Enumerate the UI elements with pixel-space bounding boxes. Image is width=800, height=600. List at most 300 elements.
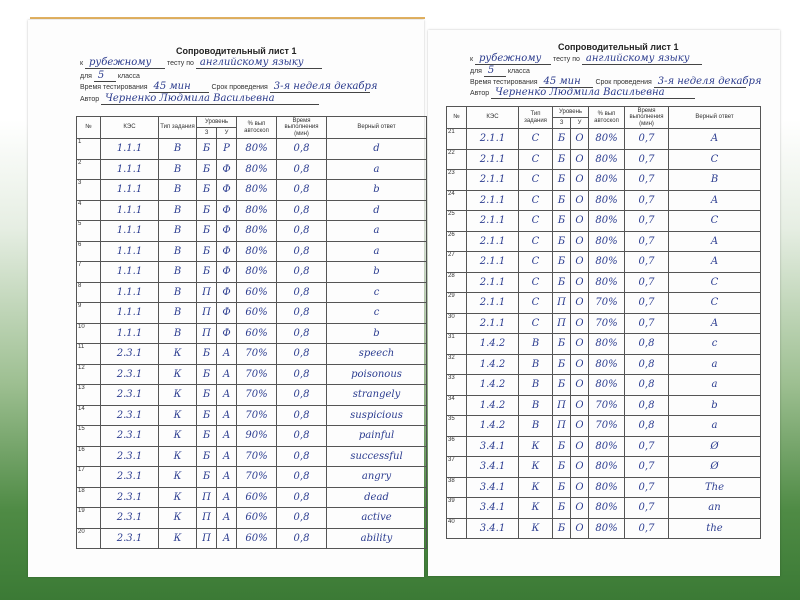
answer-cell: an bbox=[669, 498, 761, 519]
answer-cell: b bbox=[669, 395, 761, 416]
answer-cell: C bbox=[669, 272, 761, 293]
ces-cell: 2.1.1 bbox=[467, 293, 519, 314]
ces-cell: 2.1.1 bbox=[467, 211, 519, 232]
answer-cell: angry bbox=[327, 467, 427, 488]
answer-cell: The bbox=[669, 477, 761, 498]
time-cell: 0,8 bbox=[277, 426, 327, 447]
pct-cell: 70% bbox=[237, 446, 277, 467]
table-row bbox=[77, 323, 427, 344]
level-u-cell: О bbox=[571, 416, 589, 437]
row-number: 31 bbox=[447, 334, 467, 355]
pct-cell: 80% bbox=[237, 262, 277, 283]
answer-cell: c bbox=[327, 303, 427, 324]
ces-cell: 3.4.1 bbox=[467, 498, 519, 519]
cover-sheet-right bbox=[428, 30, 780, 576]
answer-cell: Ø bbox=[669, 457, 761, 478]
level-u-cell: А bbox=[217, 385, 237, 406]
table-row bbox=[77, 221, 427, 242]
time-cell: 0,8 bbox=[277, 200, 327, 221]
table-row bbox=[77, 426, 427, 447]
row-number: 19 bbox=[77, 508, 101, 529]
row-number: 23 bbox=[447, 170, 467, 191]
row-number: 17 bbox=[77, 467, 101, 488]
level-u-cell: О bbox=[571, 252, 589, 273]
level-z-cell: Б bbox=[553, 129, 571, 150]
answer-cell: A bbox=[669, 190, 761, 211]
ces-cell: 2.3.1 bbox=[101, 364, 159, 385]
row-number: 10 bbox=[77, 323, 101, 344]
level-u-cell: А bbox=[217, 508, 237, 529]
time-cell: 0,8 bbox=[277, 180, 327, 201]
table-row bbox=[447, 272, 761, 293]
answer-cell: a bbox=[669, 375, 761, 396]
ces-cell: 3.4.1 bbox=[467, 477, 519, 498]
type-cell: К bbox=[159, 508, 197, 529]
time-cell: 0,8 bbox=[277, 344, 327, 365]
pct-cell: 80% bbox=[237, 200, 277, 221]
pct-cell: 80% bbox=[589, 129, 625, 150]
pct-cell: 60% bbox=[237, 303, 277, 324]
row-number: 24 bbox=[447, 190, 467, 211]
type-cell: В bbox=[159, 159, 197, 180]
col-header-level-z: З bbox=[553, 118, 571, 129]
row-number: 1 bbox=[77, 139, 101, 160]
answer-cell: active bbox=[327, 508, 427, 529]
row-number: 26 bbox=[447, 231, 467, 252]
table-row bbox=[447, 231, 761, 252]
level-z-cell: П bbox=[197, 303, 217, 324]
table-row bbox=[447, 170, 761, 191]
level-u-cell: А bbox=[217, 426, 237, 447]
level-z-cell: П bbox=[197, 487, 217, 508]
time-cell: 0,8 bbox=[277, 467, 327, 488]
table-row bbox=[447, 375, 761, 396]
table-row bbox=[447, 457, 761, 478]
level-z-cell: Б bbox=[197, 262, 217, 283]
row-number: 39 bbox=[447, 498, 467, 519]
level-z-cell: Б bbox=[197, 241, 217, 262]
row-number: 35 bbox=[447, 416, 467, 437]
table-row bbox=[77, 508, 427, 529]
row-number: 33 bbox=[447, 375, 467, 396]
table-row bbox=[447, 149, 761, 170]
slide-accent-line bbox=[30, 17, 425, 19]
k-label: к bbox=[470, 56, 474, 63]
level-u-cell: О bbox=[571, 334, 589, 355]
level-u-cell: О bbox=[571, 211, 589, 232]
type-cell: В bbox=[519, 395, 553, 416]
grade-value: 5 bbox=[94, 70, 116, 82]
pct-cell: 80% bbox=[589, 149, 625, 170]
row-number: 37 bbox=[447, 457, 467, 478]
type-cell: К bbox=[519, 457, 553, 478]
level-u-cell: А bbox=[217, 446, 237, 467]
type-cell: К bbox=[159, 405, 197, 426]
period-label: Срок проведения bbox=[595, 79, 652, 86]
level-u-cell: О bbox=[571, 457, 589, 478]
cover-sheet-left bbox=[28, 20, 424, 577]
type-cell: К bbox=[519, 518, 553, 539]
time-cell: 0,8 bbox=[277, 139, 327, 160]
col-header-level-u: У bbox=[571, 118, 589, 129]
level-u-cell: А bbox=[217, 405, 237, 426]
level-z-cell: Б bbox=[197, 426, 217, 447]
class-label: класса bbox=[117, 73, 140, 80]
answer-cell: ability bbox=[327, 528, 427, 549]
test-label: тесту по bbox=[552, 56, 580, 63]
pct-cell: 70% bbox=[589, 313, 625, 334]
ces-cell: 1.1.1 bbox=[101, 180, 159, 201]
row-number: 5 bbox=[77, 221, 101, 242]
time-cell: 0,8 bbox=[277, 446, 327, 467]
level-u-cell: Ф bbox=[217, 323, 237, 344]
level-u-cell: О bbox=[571, 272, 589, 293]
time-value: 45 мин bbox=[539, 76, 593, 88]
time-cell: 0,8 bbox=[277, 303, 327, 324]
ces-cell: 2.1.1 bbox=[467, 149, 519, 170]
table-row bbox=[77, 467, 427, 488]
level-u-cell: Ф bbox=[217, 221, 237, 242]
level-z-cell: Б bbox=[197, 200, 217, 221]
subject-value: английскому языку bbox=[582, 53, 702, 65]
table-row bbox=[447, 293, 761, 314]
type-cell: К bbox=[159, 344, 197, 365]
ces-cell: 1.1.1 bbox=[101, 282, 159, 303]
level-z-cell: Б bbox=[197, 385, 217, 406]
table-row bbox=[447, 129, 761, 150]
table-row bbox=[77, 528, 427, 549]
table-row bbox=[447, 190, 761, 211]
level-z-cell: Б bbox=[553, 149, 571, 170]
time-cell: 0,8 bbox=[277, 528, 327, 549]
pct-cell: 80% bbox=[589, 457, 625, 478]
pct-cell: 80% bbox=[237, 180, 277, 201]
level-z-cell: Б bbox=[553, 518, 571, 539]
row-number: 13 bbox=[77, 385, 101, 406]
level-z-cell: Б bbox=[553, 272, 571, 293]
time-cell: 0,8 bbox=[277, 385, 327, 406]
pct-cell: 80% bbox=[589, 252, 625, 273]
ces-cell: 3.4.1 bbox=[467, 457, 519, 478]
level-u-cell: О bbox=[571, 293, 589, 314]
type-cell: К bbox=[519, 477, 553, 498]
ces-cell: 2.3.1 bbox=[101, 344, 159, 365]
ces-cell: 3.4.1 bbox=[467, 518, 519, 539]
ces-cell: 2.3.1 bbox=[101, 405, 159, 426]
level-u-cell: А bbox=[217, 364, 237, 385]
table-row bbox=[447, 313, 761, 334]
header-time-line bbox=[80, 81, 378, 93]
level-z-cell: П bbox=[197, 528, 217, 549]
k-label: к bbox=[80, 60, 84, 67]
time-cell: 0,8 bbox=[277, 405, 327, 426]
level-z-cell: Б bbox=[553, 498, 571, 519]
col-header-level: Уровень bbox=[197, 117, 237, 128]
period-value: 3-я неделя декабря bbox=[654, 76, 746, 88]
time-cell: 0,8 bbox=[625, 334, 669, 355]
tasks-table-left bbox=[76, 116, 427, 549]
answer-cell: strangely bbox=[327, 385, 427, 406]
answer-cell: A bbox=[669, 252, 761, 273]
time-cell: 0,7 bbox=[625, 498, 669, 519]
row-number: 40 bbox=[447, 518, 467, 539]
ces-cell: 1.4.2 bbox=[467, 416, 519, 437]
row-number: 30 bbox=[447, 313, 467, 334]
ces-cell: 1.1.1 bbox=[101, 241, 159, 262]
table-row bbox=[77, 344, 427, 365]
time-cell: 0,7 bbox=[625, 457, 669, 478]
time-cell: 0,7 bbox=[625, 129, 669, 150]
row-number: 7 bbox=[77, 262, 101, 283]
level-z-cell: Б bbox=[553, 477, 571, 498]
answer-cell: C bbox=[669, 149, 761, 170]
time-cell: 0,8 bbox=[277, 323, 327, 344]
answer-cell: B bbox=[669, 170, 761, 191]
ces-cell: 2.3.1 bbox=[101, 508, 159, 529]
type-cell: В bbox=[159, 262, 197, 283]
table-row bbox=[447, 395, 761, 416]
pct-cell: 60% bbox=[237, 282, 277, 303]
level-z-cell: Б bbox=[553, 334, 571, 355]
author-label: Автор bbox=[470, 90, 490, 97]
level-z-cell: Б bbox=[197, 159, 217, 180]
time-cell: 0,7 bbox=[625, 149, 669, 170]
col-header-num: № bbox=[447, 107, 467, 129]
pct-cell: 80% bbox=[589, 518, 625, 539]
test-label: тесту по bbox=[166, 60, 194, 67]
type-cell: В bbox=[159, 282, 197, 303]
type-cell: В bbox=[159, 303, 197, 324]
type-cell: С bbox=[519, 313, 553, 334]
level-z-cell: Б bbox=[197, 446, 217, 467]
type-cell: К bbox=[159, 364, 197, 385]
pct-cell: 80% bbox=[589, 498, 625, 519]
ces-cell: 2.3.1 bbox=[101, 487, 159, 508]
table-row bbox=[77, 303, 427, 324]
time-cell: 0,8 bbox=[625, 354, 669, 375]
pct-cell: 70% bbox=[589, 293, 625, 314]
row-number: 6 bbox=[77, 241, 101, 262]
answer-cell: a bbox=[327, 241, 427, 262]
pct-cell: 60% bbox=[237, 508, 277, 529]
pct-cell: 70% bbox=[237, 364, 277, 385]
answer-cell: A bbox=[669, 231, 761, 252]
ces-cell: 2.3.1 bbox=[101, 467, 159, 488]
author-label: Автор bbox=[80, 96, 100, 103]
time-cell: 0,7 bbox=[625, 252, 669, 273]
answer-cell: a bbox=[669, 354, 761, 375]
col-header-type: Тип задания bbox=[519, 107, 553, 129]
row-number: 38 bbox=[447, 477, 467, 498]
pct-cell: 80% bbox=[589, 436, 625, 457]
author-value: Черненко Людмила Васильевна bbox=[491, 87, 695, 99]
test-kind-value: рубежному bbox=[85, 57, 165, 69]
level-z-cell: Б bbox=[197, 364, 217, 385]
row-number: 29 bbox=[447, 293, 467, 314]
col-header-level-z: З bbox=[197, 128, 217, 139]
level-u-cell: Ф bbox=[217, 159, 237, 180]
col-header-pct: % вып автоскоп bbox=[589, 107, 625, 129]
answer-cell: c bbox=[669, 334, 761, 355]
level-z-cell: Б bbox=[553, 457, 571, 478]
col-header-answer: Верный ответ bbox=[327, 117, 427, 139]
level-z-cell: Б bbox=[553, 170, 571, 191]
row-number: 32 bbox=[447, 354, 467, 375]
level-z-cell: П bbox=[553, 416, 571, 437]
time-value: 45 мин bbox=[149, 81, 209, 93]
col-header-time: Время выполнения (мин) bbox=[277, 117, 327, 139]
time-cell: 0,8 bbox=[625, 375, 669, 396]
type-cell: К bbox=[519, 498, 553, 519]
author-value: Черненко Людмила Васильевна bbox=[101, 93, 319, 105]
time-cell: 0,7 bbox=[625, 436, 669, 457]
table-row bbox=[77, 487, 427, 508]
table-row bbox=[447, 416, 761, 437]
row-number: 15 bbox=[77, 426, 101, 447]
header-test-line bbox=[80, 57, 322, 69]
type-cell: В bbox=[159, 221, 197, 242]
ces-cell: 2.1.1 bbox=[467, 252, 519, 273]
level-u-cell: О bbox=[571, 129, 589, 150]
sheet-title: Сопроводительный лист 1 bbox=[558, 42, 679, 52]
answer-cell: C bbox=[669, 211, 761, 232]
col-header-ces: КЭС bbox=[101, 117, 159, 139]
time-label: Время тестирования bbox=[470, 79, 538, 86]
type-cell: В bbox=[159, 200, 197, 221]
level-z-cell: Б bbox=[197, 221, 217, 242]
level-z-cell: Б bbox=[553, 252, 571, 273]
table-row bbox=[77, 282, 427, 303]
time-cell: 0,7 bbox=[625, 170, 669, 191]
ces-cell: 2.1.1 bbox=[467, 170, 519, 191]
time-cell: 0,8 bbox=[277, 262, 327, 283]
level-u-cell: Р bbox=[217, 139, 237, 160]
pct-cell: 80% bbox=[237, 159, 277, 180]
type-cell: К bbox=[519, 436, 553, 457]
pct-cell: 80% bbox=[589, 375, 625, 396]
level-u-cell: О bbox=[571, 149, 589, 170]
row-number: 22 bbox=[447, 149, 467, 170]
table-row bbox=[77, 241, 427, 262]
time-cell: 0,7 bbox=[625, 518, 669, 539]
ces-cell: 2.1.1 bbox=[467, 231, 519, 252]
for-label: для bbox=[470, 68, 482, 75]
pct-cell: 80% bbox=[589, 477, 625, 498]
level-u-cell: Ф bbox=[217, 282, 237, 303]
table-body-left bbox=[77, 139, 427, 549]
type-cell: С bbox=[519, 129, 553, 150]
level-z-cell: П bbox=[197, 282, 217, 303]
class-label: класса bbox=[507, 68, 530, 75]
ces-cell: 2.1.1 bbox=[467, 129, 519, 150]
table-row bbox=[77, 385, 427, 406]
table-row bbox=[77, 262, 427, 283]
col-header-time: Время выполнения (мин) bbox=[625, 107, 669, 129]
type-cell: В bbox=[159, 139, 197, 160]
ces-cell: 2.1.1 bbox=[467, 272, 519, 293]
level-z-cell: Б bbox=[197, 139, 217, 160]
ces-cell: 2.1.1 bbox=[467, 313, 519, 334]
ces-cell: 3.4.1 bbox=[467, 436, 519, 457]
table-row bbox=[447, 477, 761, 498]
col-header-ces: КЭС bbox=[467, 107, 519, 129]
level-u-cell: А bbox=[217, 467, 237, 488]
ces-cell: 1.4.2 bbox=[467, 354, 519, 375]
level-u-cell: О bbox=[571, 436, 589, 457]
row-number: 25 bbox=[447, 211, 467, 232]
level-u-cell: О bbox=[571, 375, 589, 396]
answer-cell: d bbox=[327, 139, 427, 160]
answer-cell: poisonous bbox=[327, 364, 427, 385]
level-z-cell: Б bbox=[553, 354, 571, 375]
for-label: для bbox=[80, 73, 92, 80]
answer-cell: a bbox=[327, 221, 427, 242]
type-cell: В bbox=[519, 375, 553, 396]
row-number: 28 bbox=[447, 272, 467, 293]
table-body-right bbox=[447, 129, 761, 539]
table-row bbox=[77, 159, 427, 180]
level-u-cell: О bbox=[571, 170, 589, 191]
pct-cell: 70% bbox=[237, 405, 277, 426]
answer-cell: a bbox=[669, 416, 761, 437]
row-number: 36 bbox=[447, 436, 467, 457]
time-cell: 0,7 bbox=[625, 477, 669, 498]
row-number: 3 bbox=[77, 180, 101, 201]
level-u-cell: Ф bbox=[217, 303, 237, 324]
time-cell: 0,8 bbox=[277, 159, 327, 180]
type-cell: К bbox=[159, 487, 197, 508]
header-test-line bbox=[470, 53, 702, 65]
level-u-cell: Ф bbox=[217, 200, 237, 221]
level-z-cell: П bbox=[197, 323, 217, 344]
row-number: 4 bbox=[77, 200, 101, 221]
ces-cell: 1.4.2 bbox=[467, 395, 519, 416]
type-cell: В bbox=[159, 180, 197, 201]
type-cell: С bbox=[519, 211, 553, 232]
time-cell: 0,8 bbox=[625, 416, 669, 437]
pct-cell: 90% bbox=[237, 426, 277, 447]
time-cell: 0,7 bbox=[625, 293, 669, 314]
col-header-level-u: У bbox=[217, 128, 237, 139]
level-z-cell: Б bbox=[197, 405, 217, 426]
time-label: Время тестирования bbox=[80, 84, 148, 91]
col-header-type: Тип задания bbox=[159, 117, 197, 139]
pct-cell: 60% bbox=[237, 323, 277, 344]
level-z-cell: Б bbox=[197, 467, 217, 488]
table-row bbox=[447, 436, 761, 457]
table-row bbox=[77, 405, 427, 426]
type-cell: В bbox=[519, 334, 553, 355]
tasks-table-right bbox=[446, 106, 761, 539]
type-cell: В bbox=[159, 241, 197, 262]
answer-cell: painful bbox=[327, 426, 427, 447]
pct-cell: 60% bbox=[237, 528, 277, 549]
ces-cell: 2.1.1 bbox=[467, 190, 519, 211]
time-cell: 0,8 bbox=[277, 364, 327, 385]
time-cell: 0,7 bbox=[625, 211, 669, 232]
row-number: 34 bbox=[447, 395, 467, 416]
level-z-cell: П bbox=[553, 395, 571, 416]
col-header-num: № bbox=[77, 117, 101, 139]
row-number: 14 bbox=[77, 405, 101, 426]
answer-cell: b bbox=[327, 323, 427, 344]
level-u-cell: О bbox=[571, 395, 589, 416]
ces-cell: 2.3.1 bbox=[101, 446, 159, 467]
type-cell: С bbox=[519, 149, 553, 170]
row-number: 21 bbox=[447, 129, 467, 150]
col-header-answer: Верный ответ bbox=[669, 107, 761, 129]
pct-cell: 60% bbox=[237, 487, 277, 508]
